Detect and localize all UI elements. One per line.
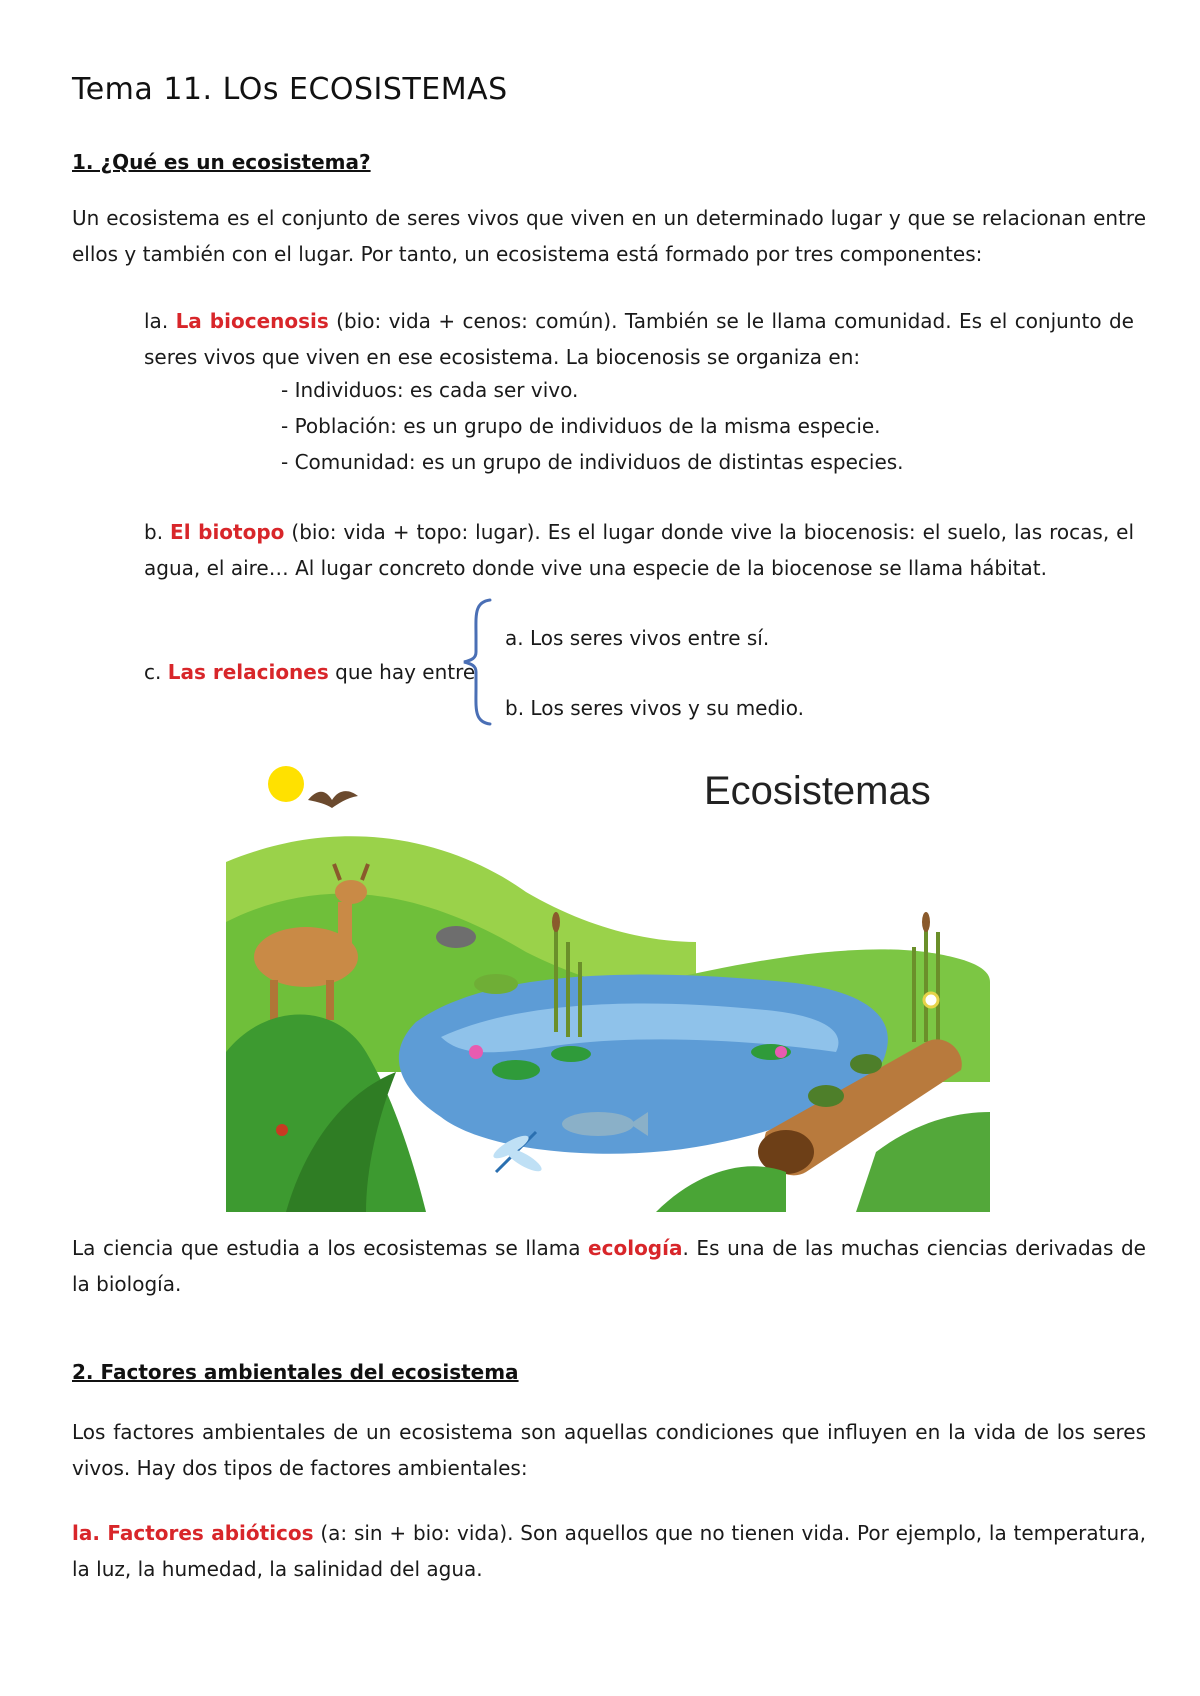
ecosystem-scene [226,752,990,1212]
daisy-icon [924,993,938,1007]
fish-icon [562,1112,634,1136]
deer-leg [326,980,334,1020]
page-title: Tema 11. LOs ECOSISTEMAS [72,72,508,107]
component-relaciones [144,654,475,690]
section-1-heading: 1. ¿Qué es un ecosistema? [72,150,371,174]
lily-pad-icon [551,1046,591,1062]
cattail-icon [552,912,560,932]
section-2-heading: 2. Factores ambientales del ecosistema [72,1360,519,1384]
component-a-text: (bio: vida + cenos: común). También se le llama comunidad. Es el conjunto de seres vivos que viven en ese ecosistema. La biocenosis se organiza en: [144,309,1134,369]
section-1-intro: Un ecosistema es el conjunto de seres vivos que viven en un determinado lugar y que se relacionan entre ellos y también con el lugar. Por tanto, un ecosistema está formado por tres componentes: [72,206,1146,266]
curly-brace-icon [460,596,500,728]
list-item: - Comunidad: es un grupo de individuos de distintas especies. [281,450,904,474]
list-item: - Individuos: es cada ser vivo. [281,378,579,402]
component-biotopo [144,514,1134,586]
raccoon-icon [436,926,476,948]
lily-pad-icon [492,1060,540,1080]
figure-title: Ecosistemas [704,769,931,813]
component-c-text: que hay entre [335,660,476,684]
term-ecologia: ecología [588,1236,683,1260]
lotus-flower-icon [775,1046,787,1058]
relation-a: a. Los seres vivos entre sí. [505,626,770,650]
term-biotopo: El biotopo [170,520,285,544]
component-b-prefix: b. [144,520,164,544]
ladybug-icon [276,1124,288,1136]
component-b-text: (bio: vida + topo: lugar). Es el lugar donde vive la biocenosis: el suelo, las rocas, el agua, el aire… Al lugar concreto donde vive una especie de la biocenose se llama hábitat. [144,520,1135,580]
ecosystem-illustration [226,752,990,1212]
factor-abiotico-text: (a: sin + bio: vida). Son aquellos que no tienen vida. Por ejemplo, la temperatura, la luz, la humedad, la salinidad del agua. [72,1521,1146,1581]
deer-neck [338,902,352,954]
frog-icon [474,974,518,994]
term-factores-abioticos: la. Factores abióticos [72,1521,314,1545]
component-c-prefix: c. [144,660,162,684]
lotus-flower-icon [469,1045,483,1059]
turtle-icon [808,1085,844,1107]
component-biocenosis [144,303,1134,375]
deer-leg [270,980,278,1020]
deer-head [335,880,367,904]
component-a-prefix: la. [144,309,169,333]
section-2-intro: Los factores ambientales de un ecosistema son aquellas condiciones que influyen en la vida de los seres vivos. Hay dos tipos de factores ambientales: [72,1420,1146,1480]
list-item: - Población: es un grupo de individuos de la misma especie. [281,414,881,438]
term-relaciones: Las relaciones [167,660,329,684]
factor-abiotico [72,1515,1146,1587]
turtle-icon [850,1054,882,1074]
sun-icon [268,766,304,802]
ecology-before: La ciencia que estudia a los ecosistemas se llama [72,1236,581,1260]
ecology-paragraph [72,1230,1146,1302]
term-biocenosis: La biocenosis [175,309,329,333]
cattail-icon [922,912,930,932]
ecology-after: . Es una de las muchas ciencias derivadas de la biología. [72,1236,1146,1296]
relation-b: b. Los seres vivos y su medio. [505,696,804,720]
